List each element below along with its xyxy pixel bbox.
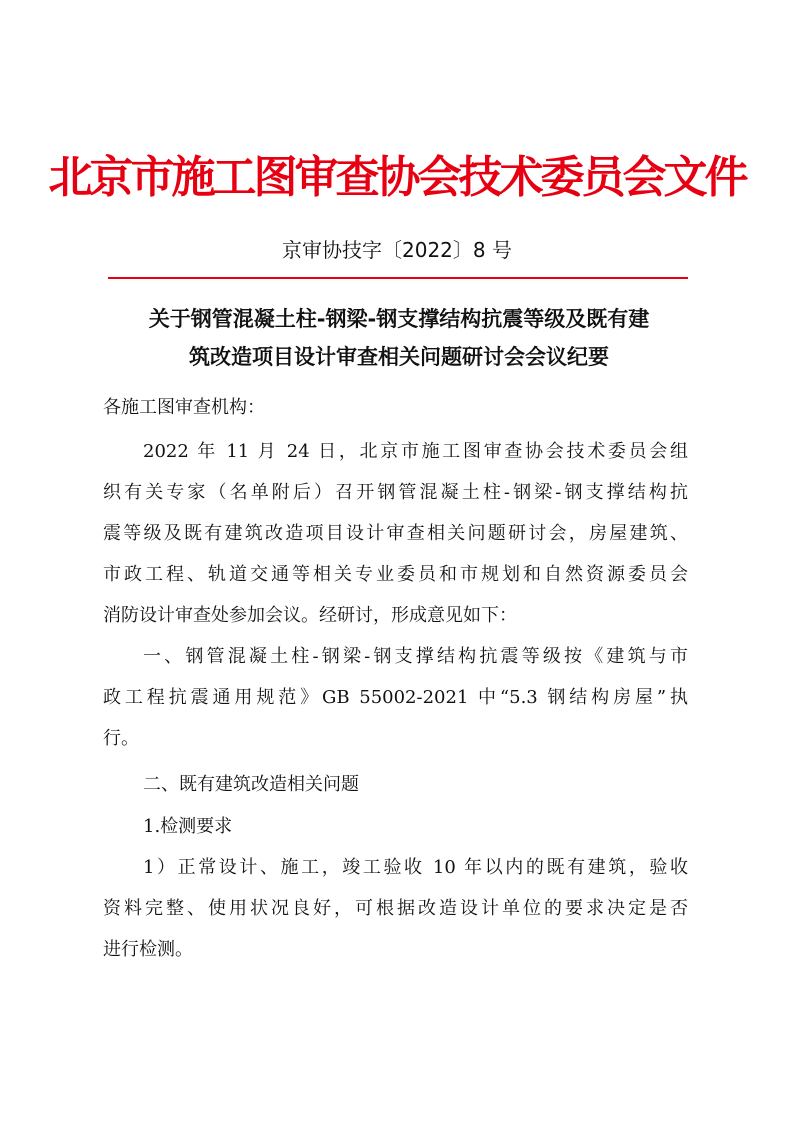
item2-sub1-heading: 1.检测要求	[143, 816, 233, 837]
document-title-line-1: 关于钢管混凝土柱-钢梁-钢支撑结构抗震等级及既有建	[148, 307, 650, 331]
salutation: 各施工图审查机构：	[103, 397, 265, 418]
intro-line-4: 市政工程、轨道交通等相关专业委员和市规划和自然资源委员会	[103, 564, 688, 585]
item2-sub1-point1-line-3: 进行检测。	[103, 939, 193, 960]
document-number: 京审协技字〔2022〕8 号	[282, 238, 512, 262]
document-title	[104, 300, 694, 376]
intro-line-2: 织有关专家（名单附后）召开钢管混凝土柱-钢梁-钢支撑结构抗	[103, 482, 688, 503]
document-title-line-2: 筑改造项目设计审查相关问题研讨会会议纪要	[189, 345, 609, 369]
issuer-header-title: 北京市施工图审查协会技术委员会文件	[48, 152, 746, 203]
intro-line-5: 消防设计审查处参加会议。经研讨，形成意见如下：	[103, 605, 517, 626]
item1-line-3: 行。	[103, 728, 139, 749]
item1-line-2: 政工程抗震通用规范》GB 55002-2021 中“5.3 钢结构房屋”执	[103, 687, 688, 708]
item2-sub1-point1-line-2: 资料完整、使用状况良好，可根据改造设计单位的要求决定是否	[103, 898, 688, 919]
intro-line-1: 2022 年 11 月 24 日，北京市施工图审查协会技术委员会组	[143, 441, 688, 462]
item2-heading: 二、既有建筑改造相关问题	[143, 774, 359, 795]
intro-line-3: 震等级及既有建筑改造项目设计审查相关问题研讨会，房屋建筑、	[103, 523, 688, 544]
red-divider-line	[108, 277, 688, 279]
item1-line-1: 一、钢管混凝土柱-钢梁-钢支撑结构抗震等级按《建筑与市	[143, 646, 688, 667]
item2-sub1-point1-line-1: 1）正常设计、施工，竣工验收 10 年以内的既有建筑，验收	[143, 857, 688, 878]
